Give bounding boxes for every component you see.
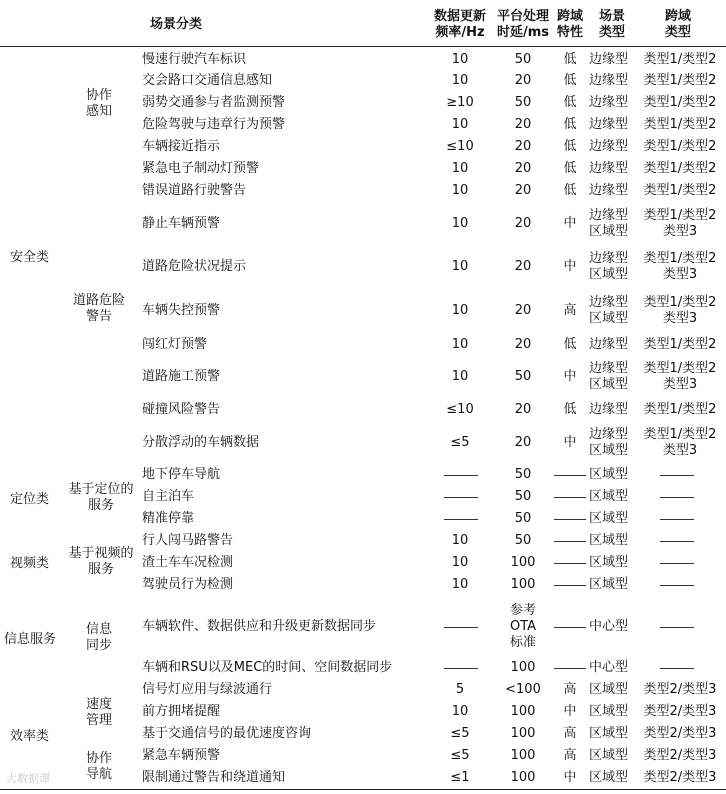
row-scenario-name: 危险驾驶与违章行为预警 (142, 117, 286, 132)
row-freq: ≤5 (450, 726, 470, 741)
row-cross-type: 类型1/类型2 (643, 295, 717, 310)
row-latency: 20 (514, 139, 532, 154)
row-cross-empty-dash (554, 585, 586, 586)
row-cross: 低 (563, 52, 577, 67)
row-cross: 中 (563, 704, 577, 719)
row-cross: 低 (563, 402, 577, 417)
row-scenario-name: 信号灯应用与绿波通行 (142, 682, 273, 697)
row-scene-type: 边缘型 (589, 139, 629, 154)
row-freq: 10 (451, 183, 469, 198)
row-scene-type: 边缘型 (589, 52, 629, 67)
row-freq: 10 (451, 303, 469, 318)
row-scene-type: 区域型 (589, 533, 629, 548)
row-scene-type: 边缘型 (589, 208, 629, 223)
row-cross-type: 类型1/类型2 (643, 139, 717, 154)
row-cross-type: 类型1/类型2 (643, 117, 717, 132)
row-freq-empty-dash (444, 475, 478, 476)
row-scenario-name: 限制通过警告和绕道通知 (142, 770, 286, 785)
category-safety: 安全类 (10, 250, 50, 265)
row-latency: 50 (514, 52, 532, 67)
row-scenario-name: 车辆接近指示 (142, 139, 221, 154)
row-scene-type: 边缘型 (589, 183, 629, 198)
row-cross-type: 类型1/类型2 (643, 183, 717, 198)
row-latency: 100 (510, 577, 536, 592)
row-cross-type: 类型1/类型2 (643, 95, 717, 110)
row-latency: 20 (514, 337, 532, 352)
row-scene-type: 区域型 (589, 311, 629, 326)
row-cross-type: 类型1/类型2 (643, 73, 717, 88)
row-latency: 20 (514, 73, 532, 88)
subcategory-coop-sensing: 协作 感知 (85, 88, 112, 119)
row-cross: 低 (563, 161, 577, 176)
row-latency: 50 (514, 489, 532, 504)
row-scene-type: 区域型 (589, 489, 629, 504)
row-freq: 10 (451, 337, 469, 352)
row-latency: 标准 (509, 635, 536, 650)
header-cross-type: 跨域 类型 (664, 9, 691, 40)
row-latency: 20 (514, 216, 532, 231)
row-freq: 10 (451, 259, 469, 274)
row-latency: 50 (514, 95, 532, 110)
row-cross-type: 类型2/类型3 (643, 748, 717, 763)
row-freq-empty-dash (444, 627, 478, 628)
row-scenario-name: 基于交通信号的最优速度咨询 (142, 726, 312, 741)
category-positioning: 定位类 (10, 492, 50, 507)
row-freq-empty-dash (444, 668, 478, 669)
row-cross: 低 (563, 183, 577, 198)
row-cross-type: 类型3 (662, 311, 698, 326)
row-cross-type: 类型1/类型2 (643, 251, 717, 266)
row-scenario-name: 道路施工预警 (142, 369, 221, 384)
row-scenario-name: 静止车辆预警 (142, 216, 221, 231)
row-cross-type: 类型3 (662, 443, 698, 458)
row-cross-type: 类型2/类型3 (643, 726, 717, 741)
subcategory-speed-mgmt: 速度 管理 (85, 697, 112, 728)
row-latency: 50 (514, 369, 532, 384)
row-scene-type: 边缘型 (589, 295, 629, 310)
row-latency: 参考 (509, 603, 536, 618)
subcategory-loc-service: 基于定位的 服务 (68, 482, 134, 513)
row-cross-empty-dash (554, 497, 586, 498)
row-freq: 10 (451, 533, 469, 548)
row-cross: 中 (563, 216, 577, 231)
row-cross-type: 类型1/类型2 (643, 361, 717, 376)
row-scene-type: 区域型 (589, 267, 629, 282)
row-freq: ≤5 (450, 748, 470, 763)
row-freq: 10 (451, 161, 469, 176)
row-scenario-name: 精准停靠 (142, 511, 195, 526)
row-cross-type-empty-dash (660, 497, 694, 498)
row-cross: 中 (563, 435, 577, 450)
row-cross: 高 (563, 748, 577, 763)
row-scene-type: 边缘型 (589, 361, 629, 376)
row-latency: 100 (510, 770, 536, 785)
row-cross: 低 (563, 95, 577, 110)
row-latency: 20 (514, 161, 532, 176)
row-scene-type: 区域型 (589, 467, 629, 482)
row-cross-type-empty-dash (660, 475, 694, 476)
row-cross: 高 (563, 682, 577, 697)
row-latency: 100 (510, 660, 536, 675)
category-info: 信息服务 (4, 632, 57, 647)
row-freq: 10 (451, 73, 469, 88)
row-freq: 10 (451, 369, 469, 384)
row-cross: 中 (563, 259, 577, 274)
row-cross-type: 类型2/类型3 (643, 704, 717, 719)
subcategory-coop-nav: 协作 导航 (85, 751, 112, 782)
row-scenario-name: 驾驶员行为检测 (142, 577, 234, 592)
row-scenario-name: 车辆失控预警 (142, 303, 221, 318)
row-cross-type-empty-dash (660, 519, 694, 520)
watermark: 大数据谭 (6, 772, 50, 785)
row-cross-empty-dash (554, 668, 586, 669)
row-scene-type: 边缘型 (589, 402, 629, 417)
row-scene-type: 区域型 (589, 726, 629, 741)
row-latency: 100 (510, 555, 536, 570)
row-scenario-name: 弱势交通参与者监测预警 (142, 95, 286, 110)
row-scenario-name: 紧急电子制动灯预警 (142, 161, 260, 176)
row-latency: 100 (510, 748, 536, 763)
category-efficiency: 效率类 (10, 729, 50, 744)
row-latency: 20 (514, 435, 532, 450)
row-freq: 10 (451, 117, 469, 132)
row-scenario-name: 交会路口交通信息感知 (142, 73, 273, 88)
row-cross-empty-dash (554, 475, 586, 476)
row-cross-type: 类型2/类型3 (643, 770, 717, 785)
row-cross-type: 类型3 (662, 267, 698, 282)
row-cross-type: 类型3 (662, 377, 698, 392)
row-cross-type: 类型1/类型2 (643, 52, 717, 67)
row-scene-type: 区域型 (589, 770, 629, 785)
row-freq: 10 (451, 52, 469, 67)
category-video: 视频类 (10, 556, 50, 571)
row-freq: ≥10 (446, 95, 474, 110)
row-scene-type: 边缘型 (589, 251, 629, 266)
row-cross: 低 (563, 117, 577, 132)
row-latency: OTA (509, 619, 537, 634)
row-cross-type: 类型2/类型3 (643, 682, 717, 697)
row-scene-type: 区域型 (589, 377, 629, 392)
row-latency: 20 (514, 117, 532, 132)
header-cross: 跨域 特性 (556, 9, 583, 40)
row-latency: 50 (514, 467, 532, 482)
row-latency: 20 (514, 303, 532, 318)
row-freq-empty-dash (444, 519, 478, 520)
row-scenario-name: 渣土车车况检测 (142, 555, 234, 570)
row-scene-type: 边缘型 (589, 337, 629, 352)
row-latency: 20 (514, 259, 532, 274)
header-rule (0, 46, 726, 47)
row-scenario-name: 道路危险状况提示 (142, 259, 247, 274)
bottom-rule (0, 789, 726, 790)
row-cross: 高 (563, 726, 577, 741)
row-cross: 低 (563, 73, 577, 88)
row-scenario-name: 闯红灯预警 (142, 337, 208, 352)
row-freq: 5 (455, 682, 465, 697)
row-cross-empty-dash (554, 627, 586, 628)
row-cross-empty-dash (554, 541, 586, 542)
row-freq: ≤10 (446, 402, 474, 417)
row-scene-type: 区域型 (589, 443, 629, 458)
row-freq: 10 (451, 216, 469, 231)
row-cross-type: 类型1/类型2 (643, 427, 717, 442)
row-scenario-name: 前方拥堵提醒 (142, 704, 221, 719)
header-latency: 平台处理 时延/ms (496, 9, 550, 40)
row-latency: <100 (505, 682, 541, 697)
row-freq: 10 (451, 704, 469, 719)
row-scene-type: 区域型 (589, 577, 629, 592)
row-scenario-name: 紧急车辆预警 (142, 748, 221, 763)
row-scene-type: 中心型 (589, 660, 629, 675)
row-scene-type: 边缘型 (589, 161, 629, 176)
row-latency: 20 (514, 402, 532, 417)
row-scene-type: 区域型 (589, 511, 629, 526)
row-freq: ≤1 (450, 770, 470, 785)
row-scene-type: 区域型 (589, 748, 629, 763)
row-scene-type: 边缘型 (589, 427, 629, 442)
row-scene-type: 边缘型 (589, 117, 629, 132)
row-cross: 中 (563, 770, 577, 785)
row-scene-type: 区域型 (589, 555, 629, 570)
row-scenario-name: 车辆和RSU以及MEC的时间、空间数据同步 (142, 660, 393, 675)
row-cross-type: 类型1/类型2 (643, 402, 717, 417)
row-cross-empty-dash (554, 563, 586, 564)
row-scene-type: 区域型 (589, 682, 629, 697)
row-latency: 50 (514, 533, 532, 548)
row-freq: 10 (451, 555, 469, 570)
row-cross: 低 (563, 337, 577, 352)
row-cross-type: 类型1/类型2 (643, 337, 717, 352)
row-scenario-name: 碰撞风险警告 (142, 402, 221, 417)
row-cross-type: 类型3 (662, 224, 698, 239)
row-scene-type: 边缘型 (589, 73, 629, 88)
row-cross-type-empty-dash (660, 541, 694, 542)
subcategory-road-hazard: 道路危险 警告 (72, 293, 125, 324)
row-cross-type-empty-dash (660, 585, 694, 586)
header-scene-type: 场景 类型 (598, 9, 625, 40)
row-freq: ≤5 (450, 435, 470, 450)
row-scenario-name: 行人闯马路警告 (142, 533, 234, 548)
row-freq: ≤10 (446, 139, 474, 154)
row-cross-type: 类型1/类型2 (643, 208, 717, 223)
row-cross-type-empty-dash (660, 627, 694, 628)
row-freq-empty-dash (444, 497, 478, 498)
row-latency: 50 (514, 511, 532, 526)
row-cross-type-empty-dash (660, 668, 694, 669)
subcategory-info-sync: 信息 同步 (85, 622, 112, 653)
row-scenario-name: 地下停车导航 (142, 467, 221, 482)
row-latency: 100 (510, 704, 536, 719)
row-scenario-name: 自主泊车 (142, 489, 195, 504)
row-freq: 10 (451, 577, 469, 592)
row-scenario-name: 车辆软件、数据供应和升级更新数据同步 (142, 619, 377, 634)
row-cross-empty-dash (554, 519, 586, 520)
row-cross-type: 类型1/类型2 (643, 161, 717, 176)
header-scenario: 场景分类 (150, 17, 203, 32)
header-freq: 数据更新 频率/Hz (433, 9, 486, 40)
row-scene-type: 区域型 (589, 704, 629, 719)
row-scene-type: 中心型 (589, 619, 629, 634)
row-scene-type: 区域型 (589, 224, 629, 239)
row-scene-type: 边缘型 (589, 95, 629, 110)
row-latency: 20 (514, 183, 532, 198)
subcategory-video-service: 基于视频的 服务 (68, 546, 134, 577)
row-scenario-name: 错误道路行驶警告 (142, 183, 247, 198)
row-scenario-name: 慢速行驶汽车标识 (142, 52, 247, 67)
row-cross: 低 (563, 139, 577, 154)
row-cross: 中 (563, 369, 577, 384)
row-cross: 高 (563, 303, 577, 318)
row-cross-type-empty-dash (660, 563, 694, 564)
row-scenario-name: 分散浮动的车辆数据 (142, 435, 260, 450)
row-latency: 100 (510, 726, 536, 741)
